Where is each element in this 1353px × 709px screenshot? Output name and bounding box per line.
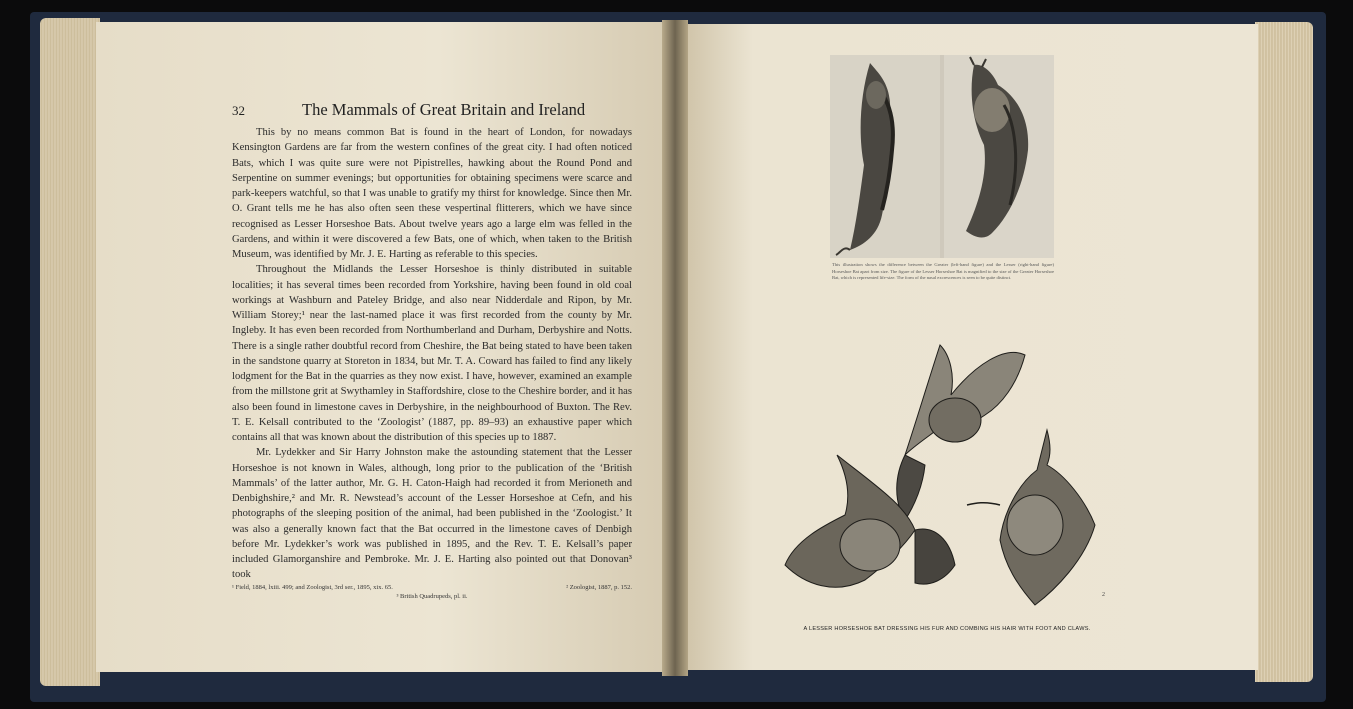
bat-engraving-illustration (755, 325, 1135, 625)
book-gutter (662, 20, 688, 676)
paragraph-2: Throughout the Midlands the Lesser Horseshoe is thinly distributed in suitable localities; it has several times been recorded from Yorkshire, having been found in old coal workings at Washburn and Pateley Bridge, and also near Nidderdale and Ripon, by Mr. William Storey;¹ near the last-named place it was first recorded from the county by Mr. Ingleby. It has even been recorded from Northumberland and Durham, Derbyshire and Notts. There is a single rather doubtful record from Cheshire, the Bat being stated to have been taken in the sandstone quarry at Storeton in 1834, but Mr. T. A. Coward has failed to find any likely lodgment for the Bat in the quarries as they now exist. I have, however, examined an example from the millstone grit at Swythamley in Staffordshire, close to the Cheshire border, and it has also been found in limestone caves in Derbyshire, in the neighbourhood of Buxton. The Rev. T. E. Kelsall contributed to the ‘Zoologist’ (1887, pp. 89–93) an exhaustive paper which contains all that was known about the distribution of this species up to 1887. (232, 264, 632, 443)
footnote-3: ³ British Quadrupeds, pl. ii. (396, 593, 468, 600)
page-number: 32 (232, 103, 245, 118)
paragraph-3: Mr. Lydekker and Sir Harry Johnston make the astounding statement that the Lesser Horseshoe is not known in Wales, although, long prior to the publication of the ‘British Mammals’ of the latter author, Mr. G. H. Caton-Haigh had recorded it from Merioneth and Denbighshire,² and Mr. R. Newstead’s account of the Lesser Horseshoe at Cefn, and his photographs of the sleeping position of the animal, had been published in the ‘Zoologist.’ It was also a generally known fact that the Bat occurred in the limestone caves of Denbigh before Mr. Lydekker’s work was published in 1895, and the Rev. T. E. Kelsall’s paper included Glamorganshire and Pembroke. Mr. J. E. Harting also pointed out that Donovan³ took (232, 447, 632, 581)
bat-photographs (830, 55, 1054, 258)
lesser-horseshoe-photo (944, 55, 1054, 258)
running-head-title: The Mammals of Great Britain and Ireland (302, 100, 586, 119)
running-header (232, 100, 632, 120)
footnote-1: ¹ Field, 1884, lxiii. 499; and Zoologist, 3rd ser., 1895, xix. 65. (232, 584, 393, 591)
footnote-2: ² Zoologist, 1887, p. 152. (566, 584, 632, 591)
plate-caption: A LESSER HORSESHOE BAT DRESSING HIS FUR AND COMBING HIS HAIR WITH FOOT AND CLAWS. (803, 626, 1091, 632)
page-edges-left (40, 18, 100, 686)
photo-caption: This illustration shows the difference between the Greater (left-hand figure) and the Lesser (right-hand figure) Horseshoe Bat apart from size. The figure of the Lesser Horseshoe Bat is magnified to the size of the Greater Horseshoe Bat, which is represented life-size. The form of the nasal excrescences is seen to be quite distinct. (832, 262, 1054, 280)
greater-horseshoe-photo (830, 55, 940, 258)
footnotes (232, 583, 632, 601)
paragraph-1: This by no means common Bat is found in the heart of London, for nowadays Kensington Gardens are far from the western confines of the great city. I had often noticed Bats, which I was quite sure were not Pipistrelles, hawking about the Round Pond and Serpentine on summer evenings; but opportunities for obtaining specimens were scarce and park-keepers watchful, so that I was unable to gratify my thirst for knowledge. Since then Mr. O. Grant tells me he has also often seen these vespertinal flitterers, which we have since recognised as Lesser Horseshoe Bats. About twelve years ago a large elm was felled in the Gardens, and within it were discovered a few Bats, one of which, when taken to the British Museum, was identified by Mr. J. E. Harting as referable to this species. (232, 127, 632, 260)
body-text (232, 125, 632, 583)
page-edges-right (1255, 22, 1313, 682)
plate-number: 2 (1102, 592, 1105, 598)
